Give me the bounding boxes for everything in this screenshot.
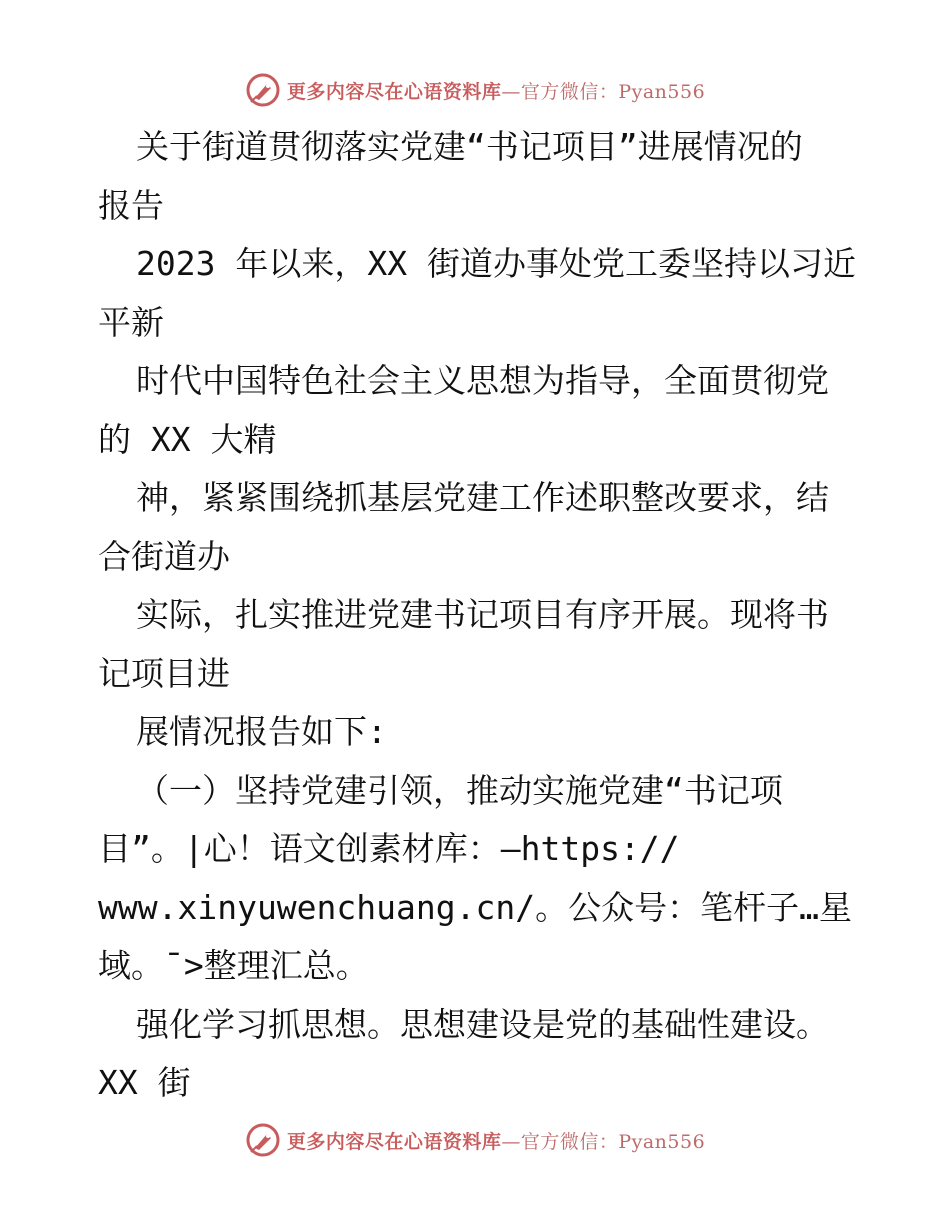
paragraph-line: 时代中国特色社会主义思想为指导，全面贯彻党: [136, 361, 829, 400]
paragraph-line: XX 街: [98, 1063, 191, 1102]
section-heading-line: 目”。|心！语文创素材库：—https://: [98, 829, 680, 868]
paragraph-line: 展情况报告如下:: [136, 712, 387, 751]
watermark-text: 更多内容尽在心语资料库—官方微信：Pyan556: [286, 1130, 706, 1153]
watermark-text: 更多内容尽在心语资料库—官方微信：Pyan556: [286, 80, 706, 103]
paragraph-line: www.xinyuwenchuang.cn/。公众号：笔杆子…星: [98, 887, 852, 927]
title-line-1: 关于街道贯彻落实党建“书记项目”进展情况的: [136, 127, 803, 166]
paragraph-line: 强化学习抓思想。思想建设是党的基础性建设。: [136, 1004, 829, 1044]
header-watermark: [0, 70, 950, 110]
title-line-2: 报告: [98, 185, 164, 225]
paragraph-line: 的 XX 大精: [98, 419, 277, 459]
section-heading-line: （一）坚持党建引领，推动实施党建“书记项: [136, 770, 783, 810]
footer-watermark: [0, 1120, 950, 1160]
paragraph-line: 神，紧紧围绕抓基层党建工作述职整改要求，结: [136, 478, 829, 517]
pen-nib-logo-icon: [245, 1122, 281, 1158]
paragraph-line: 平新: [98, 302, 164, 342]
document-body: [98, 118, 858, 1113]
paragraph-line: 合街道办: [98, 536, 230, 576]
paragraph-line: 2023 年以来，XX 街道办事处党工委坚持以习近: [136, 244, 856, 283]
pen-nib-logo-icon: [245, 72, 281, 108]
paragraph-line: 域。¯>整理汇总。: [98, 946, 369, 985]
paragraph-line: 实际，扎实推进党建书记项目有序开展。现将书: [136, 595, 829, 634]
paragraph-line: 记项目进: [98, 653, 230, 693]
